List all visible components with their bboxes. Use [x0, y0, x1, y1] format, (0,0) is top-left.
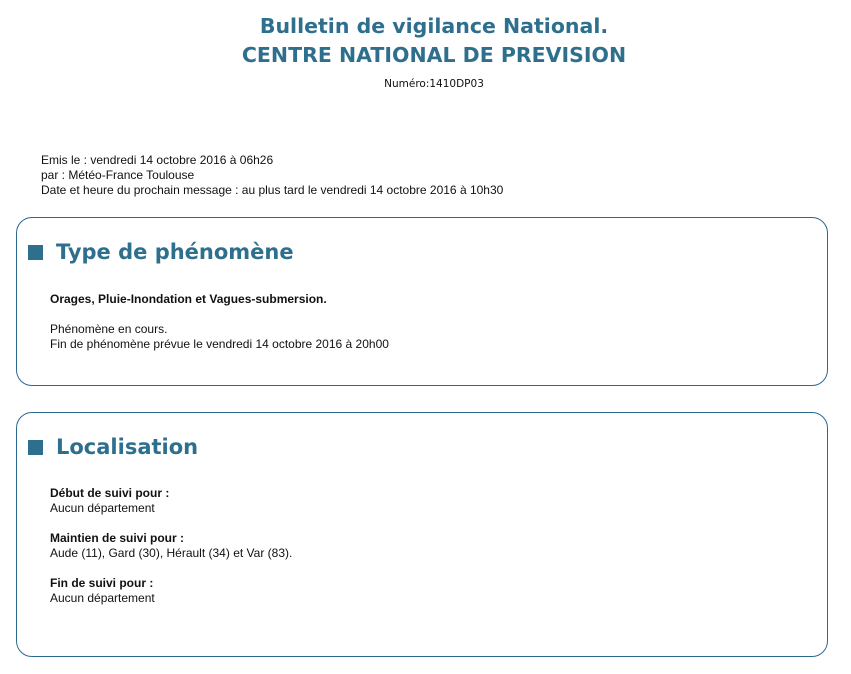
phenomenon-header [28, 240, 294, 264]
next-message-date: Date et heure du prochain message : au plus tard le vendredi 14 octobre 2016 à 10h30 [41, 183, 504, 197]
fin-label: Fin de suivi pour : [50, 576, 154, 590]
fin-value: Aucun département [50, 591, 155, 605]
square-bullet-icon [28, 440, 43, 455]
issue-date: Emis le : vendredi 14 octobre 2016 à 06h26 [41, 153, 274, 167]
issue-info [41, 153, 503, 198]
maintien-label: Maintien de suivi pour : [50, 531, 185, 545]
debut-value: Aucun département [50, 501, 155, 515]
phenomenon-body [50, 292, 389, 352]
localisation-body [50, 486, 292, 606]
square-bullet-icon [28, 245, 43, 260]
phenomenon-status: Phénomène en cours. [50, 322, 168, 336]
phenomenon-heading: Type de phénomène [56, 240, 294, 264]
localisation-header [28, 435, 198, 459]
debut-label: Début de suivi pour : [50, 486, 170, 500]
centre-title: CENTRE NATIONAL DE PREVISION [241, 43, 627, 67]
bulletin-title: Bulletin de vigilance National. [259, 14, 609, 38]
maintien-value: Aude (11), Gard (30), Hérault (34) et Var (83). [50, 546, 293, 560]
phenomenon-end: Fin de phénomène prévue le vendredi 14 octobre 2016 à 20h00 [50, 337, 389, 351]
localisation-heading: Localisation [56, 435, 199, 459]
phenomenon-panel [16, 217, 828, 386]
phenomenon-types: Orages, Pluie-Inondation et Vagues-submersion. [50, 292, 327, 306]
bulletin-number: Numéro:1410DP03 [384, 78, 484, 90]
localisation-panel [16, 412, 828, 657]
issuer: par : Météo-France Toulouse [41, 168, 195, 182]
